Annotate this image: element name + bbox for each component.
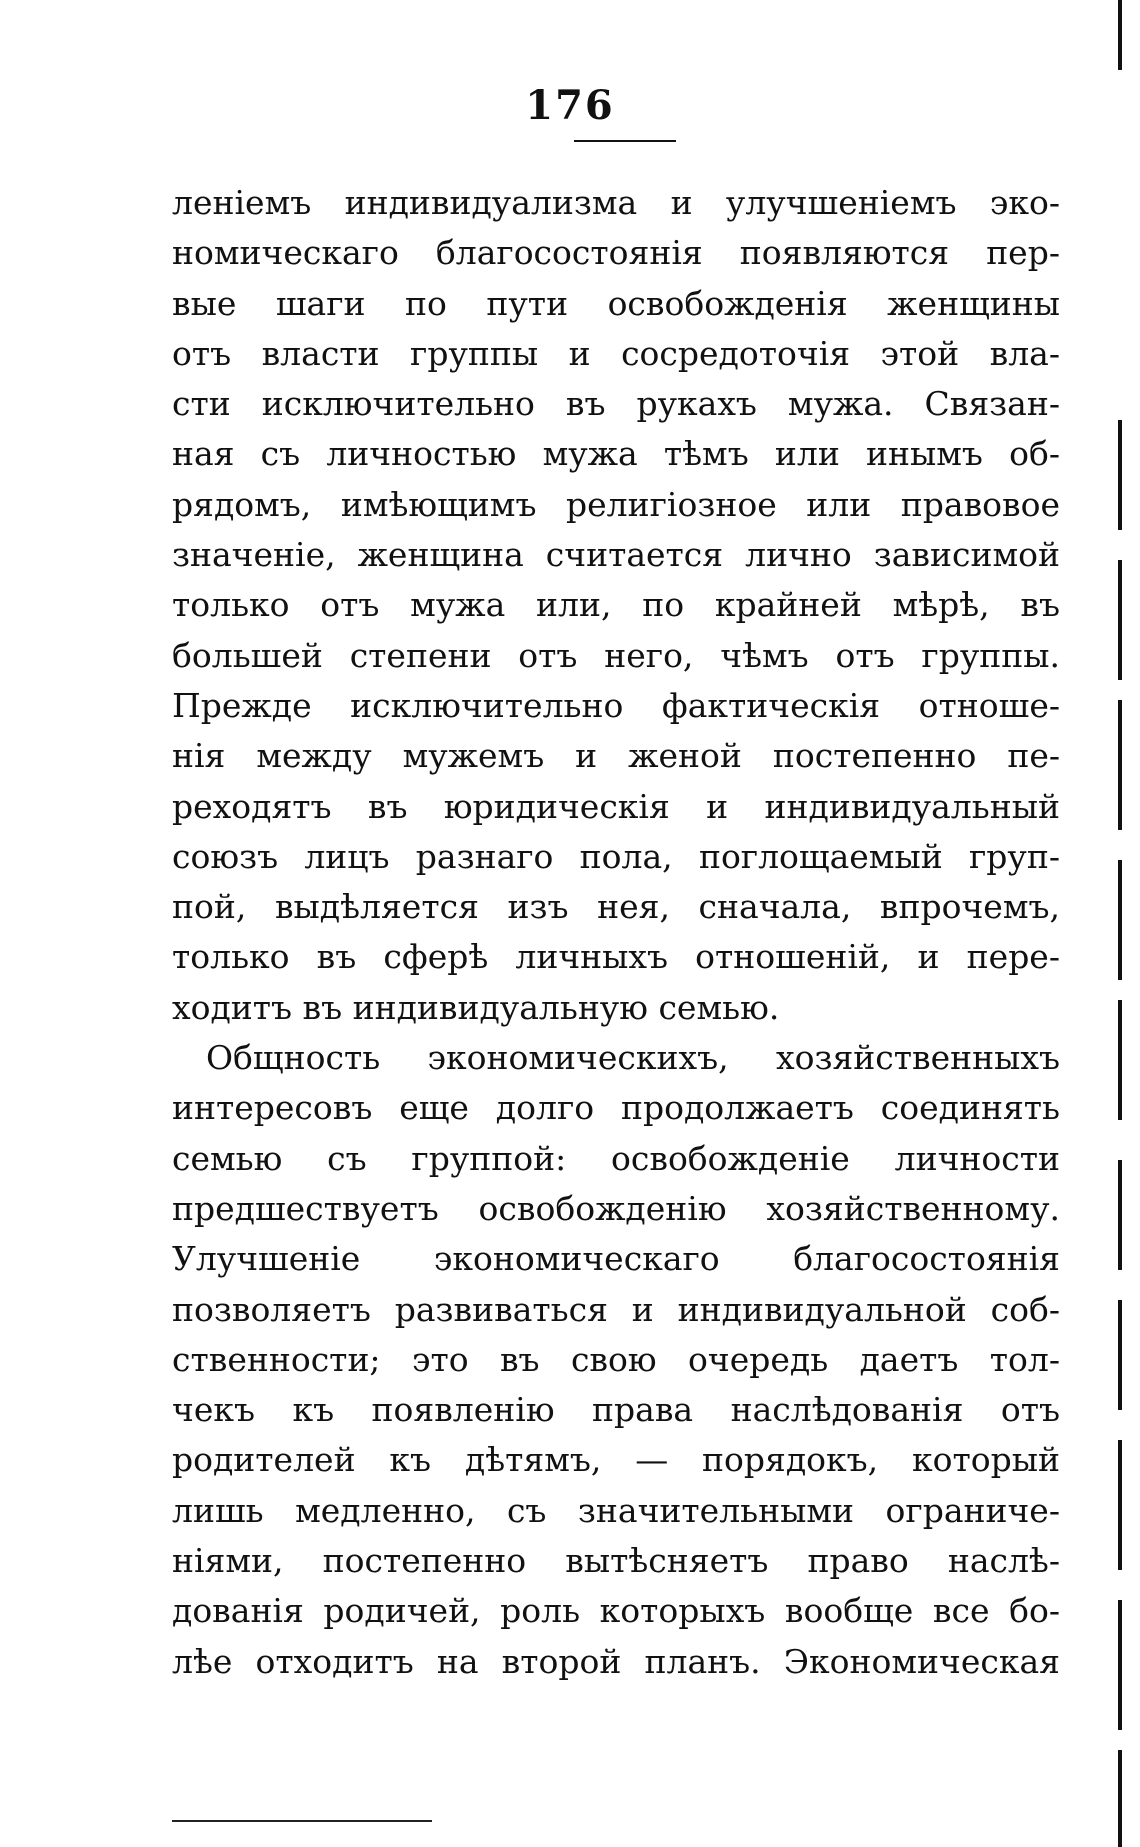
text-line: леніемъ индивидуализма и улучшеніемъ эко- (172, 183, 1060, 222)
text-line: только въ сферѣ личныхъ отношеній, и пере- (172, 937, 1060, 977)
text-line: позволяетъ развиваться и индивидуальной соб- (172, 1289, 1060, 1329)
text-line: номическаго благосостоянія появляются пер- (172, 233, 1060, 273)
edge-mark (1118, 0, 1122, 70)
edge-mark (1118, 1000, 1122, 1120)
text-line: союзъ лицъ разнаго пола, поглощаемый груп- (172, 836, 1060, 876)
edge-mark (1118, 700, 1122, 830)
edge-mark (1118, 1440, 1122, 1570)
edge-mark (1118, 420, 1122, 530)
text-line: пой, выдѣляется изъ нея, сначала, впрочемъ, (172, 887, 1060, 927)
text-line: Общность экономическихъ, хозяйственныхъ (206, 1038, 1060, 1078)
paragraph-1 (172, 178, 1060, 1033)
body-text (172, 178, 1060, 1687)
text-line: ственности; это въ свою очередь даетъ тол- (172, 1339, 1060, 1379)
text-line: интересовъ еще долго продолжаетъ соединять (172, 1088, 1060, 1128)
text-line: отъ власти группы и сосредоточія этой вла- (172, 333, 1060, 373)
edge-mark (1118, 1300, 1122, 1410)
edge-mark (1118, 1600, 1122, 1730)
text-line: большей степени отъ него, чѣмъ отъ группы. (172, 635, 1060, 675)
paragraph-2 (172, 1033, 1060, 1687)
text-line: семью съ группой: освобожденіе личности (172, 1138, 1060, 1178)
text-line: значеніе, женщина считается лично зависимой (172, 535, 1060, 575)
edge-mark (1118, 860, 1122, 980)
text-line: нія между мужемъ и женой постепенно пе- (172, 736, 1060, 776)
text-line: чекъ къ появленію права наслѣдованія отъ (172, 1390, 1060, 1430)
text-line: родителей къ дѣтямъ, — порядокъ, который (172, 1440, 1060, 1480)
text-line: дованія родичей, роль которыхъ вообще все бо- (172, 1591, 1060, 1631)
edge-mark (1118, 1160, 1122, 1270)
text-line: предшествуетъ освобожденію хозяйственному. (172, 1188, 1060, 1228)
text-line: реходятъ въ юридическія и индивидуальный (172, 786, 1060, 826)
edge-mark (1118, 1750, 1122, 1847)
text-line: ходитъ въ индивидуальную семью. (172, 987, 780, 1027)
text-line: сти исключительно въ рукахъ мужа. Связан- (172, 384, 1060, 424)
text-line: ная съ личностью мужа тѣмъ или инымъ об- (172, 434, 1060, 474)
text-line: Улучшеніе экономическаго благосостоянія (172, 1239, 1060, 1279)
text-line: лишь медленно, съ значительными ограниче- (172, 1490, 1060, 1530)
text-line: ніями, постепенно вытѣсняетъ право наслѣ- (172, 1541, 1060, 1581)
text-line: лѣе отходитъ на второй планъ. Экономическая (172, 1641, 1060, 1681)
text-line: только отъ мужа или, по крайней мѣрѣ, въ (172, 585, 1060, 625)
page-number-rule (574, 140, 676, 142)
text-line: вые шаги по пути освобожденія женщины (172, 283, 1060, 323)
text-line: Прежде исключительно фактическія отноше- (172, 685, 1060, 725)
page-number: 176 (525, 82, 615, 129)
text-line: рядомъ, имѣющимъ религіозное или правовое (172, 484, 1060, 524)
footer-rule (172, 1820, 432, 1822)
edge-mark (1118, 560, 1122, 680)
